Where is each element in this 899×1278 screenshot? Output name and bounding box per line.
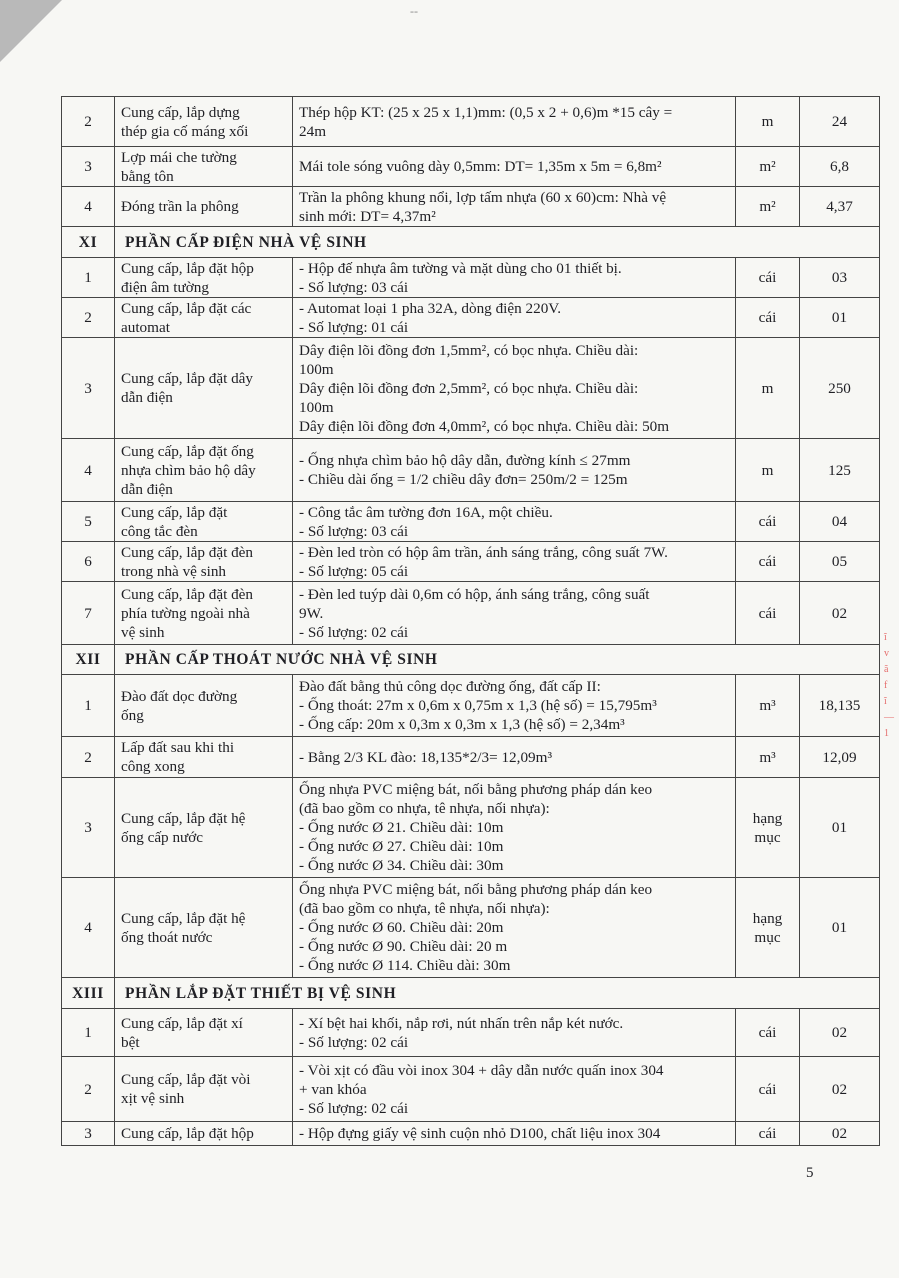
item-unit: cái [736, 542, 800, 582]
item-description [293, 338, 736, 439]
item-description-line: Mái tole sóng vuông dày 0,5mm: DT= 1,35m x 5m = 6,8m² [299, 158, 662, 175]
item-name-line: Lợp mái che tường [121, 148, 237, 166]
item-description-line: - Số lượng: 01 cái [299, 318, 409, 336]
table-row [62, 439, 880, 502]
item-description [293, 258, 736, 298]
item-quantity: 05 [800, 542, 880, 582]
item-unit: cái [736, 298, 800, 338]
item-quantity: 18,135 [800, 675, 880, 737]
item-description-line: sinh mới: DT= 4,37m² [299, 207, 436, 225]
item-description-line: (đã bao gồm co nhựa, tê nhựa, nối nhựa): [299, 900, 550, 917]
item-number: 3 [62, 1122, 115, 1146]
section-number: XIII [62, 978, 115, 1009]
item-description-line: - Chiều dài ống = 1/2 chiều dây đơn= 250m/2 = 125m [299, 471, 628, 488]
item-name-line: ống [121, 706, 144, 724]
item-name-line: Cung cấp, lắp đặt đèn [121, 543, 254, 561]
section-row [62, 978, 880, 1009]
item-name-line: Cung cấp, lắp đặt đèn [121, 585, 254, 603]
item-unit: m² [736, 147, 800, 187]
item-name-line: Cung cấp, lắp đặt vòi [121, 1071, 251, 1088]
item-name-line: Cung cấp, lắp đặt hộp [121, 259, 254, 277]
item-unit: m³ [736, 737, 800, 778]
item-quantity: 03 [800, 258, 880, 298]
section-title: PHẦN LẮP ĐẶT THIẾT BỊ VỆ SINH [115, 978, 880, 1009]
section-row [62, 645, 880, 675]
item-unit: hạng mục [736, 878, 800, 978]
item-name-line: Cung cấp, lắp dựng [121, 103, 240, 121]
table-row [62, 778, 880, 878]
item-name-line: vệ sinh [121, 623, 165, 641]
item-description-line: Ống nhựa PVC miệng bát, nối bằng phương pháp dán keo [299, 881, 653, 898]
item-description-line: Dây điện lõi đồng đơn 4,0mm², có bọc nhựa. Chiều dài: 50m [299, 417, 670, 435]
item-description-line: 100m [299, 398, 334, 416]
item-number: 2 [62, 1057, 115, 1122]
item-name-line: xịt vệ sinh [121, 1090, 185, 1107]
item-name [115, 878, 293, 978]
table-row [62, 1009, 880, 1057]
item-name-line: dẫn điện [121, 389, 173, 406]
item-description-line: 9W. [299, 604, 324, 622]
item-name-line: Cung cấp, lắp đặt ống [121, 442, 254, 460]
item-unit: cái [736, 502, 800, 542]
table-row [62, 147, 880, 187]
table-row [62, 338, 880, 439]
item-name-line: dẫn điện [121, 480, 173, 498]
item-name [115, 338, 293, 439]
table-row [62, 1057, 880, 1122]
item-unit: m [736, 338, 800, 439]
item-name-line: công xong [121, 758, 185, 775]
item-name [115, 258, 293, 298]
item-description-line: - Ống nước Ø 34. Chiều dài: 30m [299, 857, 504, 874]
item-unit: m [736, 439, 800, 502]
item-description [293, 878, 736, 978]
item-name [115, 737, 293, 778]
item-name-line: trong nhà vệ sinh [121, 562, 227, 580]
item-name-line: Cung cấp, lắp đặt hệ [121, 909, 246, 927]
item-name-line: phía tường ngoài nhà [121, 604, 250, 622]
table-row [62, 737, 880, 778]
item-name-line: Cung cấp, lắp đặt hộp [121, 1125, 254, 1142]
item-number: 1 [62, 258, 115, 298]
item-description-line: - Xí bệt hai khối, nắp rơi, nút nhấn trên nắp két nước. [299, 1014, 624, 1032]
item-number: 1 [62, 675, 115, 737]
item-description [293, 778, 736, 878]
item-name-line: Cung cấp, lắp đặt hệ [121, 809, 246, 827]
item-description-line: - Bằng 2/3 KL đào: 18,135*2/3= 12,09m³ [299, 748, 553, 766]
item-unit: m³ [736, 675, 800, 737]
item-description-line: - Số lượng: 02 cái [299, 623, 409, 641]
item-unit: cái [736, 1057, 800, 1122]
item-quantity: 02 [800, 1122, 880, 1146]
table-row [62, 675, 880, 737]
item-name-line: ống thoát nước [121, 928, 213, 946]
item-description-line: 24m [299, 122, 327, 140]
table-body [62, 97, 880, 1146]
item-description-line: 100m [299, 360, 334, 378]
item-name-line: nhựa chìm bảo hộ dây [121, 461, 256, 479]
item-description-line: - Ống nước Ø 21. Chiều dài: 10m [299, 819, 504, 836]
item-number: 4 [62, 439, 115, 502]
item-name-line: công tắc đèn [121, 522, 198, 540]
item-description-line: - Ống nước Ø 60. Chiều dài: 20m [299, 919, 504, 936]
item-name-line: điện âm tường [121, 278, 209, 296]
item-unit: m [736, 97, 800, 147]
table-row [62, 542, 880, 582]
item-number: 1 [62, 1009, 115, 1057]
table-row [62, 187, 880, 227]
item-description-line: - Ống nước Ø 90. Chiều dài: 20 m [299, 938, 508, 955]
item-quantity: 6,8 [800, 147, 880, 187]
item-description [293, 1057, 736, 1122]
item-unit: cái [736, 1122, 800, 1146]
item-description-line: Đào đất bằng thủ công dọc đường ống, đất cấp II: [299, 678, 601, 695]
item-quantity: 12,09 [800, 737, 880, 778]
section-title: PHẦN CẤP THOÁT NƯỚC NHÀ VỆ SINH [115, 645, 880, 675]
item-number: 7 [62, 582, 115, 645]
item-description-line: (đã bao gồm co nhựa, tê nhựa, nối nhựa): [299, 800, 550, 817]
item-name-line: bệt [121, 1033, 140, 1051]
item-name-line: Đóng trần la phông [121, 198, 239, 215]
item-unit: cái [736, 1009, 800, 1057]
item-description-line: - Số lượng: 05 cái [299, 562, 409, 580]
item-description [293, 298, 736, 338]
section-number: XI [62, 227, 115, 258]
item-description-line: - Số lượng: 03 cái [299, 522, 409, 540]
item-name [115, 1122, 293, 1146]
table-row [62, 97, 880, 147]
item-description-line: - Số lượng: 02 cái [299, 1033, 409, 1051]
page-corner-fold [0, 0, 62, 62]
table-row [62, 502, 880, 542]
item-name-line: Cung cấp, lắp đặt [121, 503, 228, 521]
item-name-line: Lấp đất sau khi thi [121, 739, 235, 756]
item-description-line: Trần la phông khung nổi, lợp tấm nhựa (60 x 60)cm: Nhà vệ [299, 188, 667, 206]
item-quantity: 125 [800, 439, 880, 502]
item-unit: cái [736, 582, 800, 645]
item-description [293, 1122, 736, 1146]
item-name-line: Cung cấp, lắp đặt các [121, 299, 252, 317]
item-quantity: 01 [800, 878, 880, 978]
item-quantity: 02 [800, 1057, 880, 1122]
item-number: 4 [62, 878, 115, 978]
item-quantity: 02 [800, 1009, 880, 1057]
item-description-line: - Đèn led tròn có hộp âm trần, ánh sáng trắng, công suất 7W. [299, 543, 668, 561]
item-description-line: - Công tắc âm tường đơn 16A, một chiều. [299, 503, 553, 521]
item-description-line: - Ống nước Ø 114. Chiều dài: 30m [299, 957, 511, 974]
item-name [115, 298, 293, 338]
item-description-line: - Ống nước Ø 27. Chiều dài: 10m [299, 838, 504, 855]
table-row [62, 258, 880, 298]
item-name [115, 147, 293, 187]
item-description [293, 97, 736, 147]
item-name-line: automat [121, 318, 170, 336]
item-number: 5 [62, 502, 115, 542]
item-quantity: 02 [800, 582, 880, 645]
item-name [115, 675, 293, 737]
top-mark: -- [410, 4, 418, 18]
item-description-line: - Số lượng: 02 cái [299, 1099, 409, 1117]
item-name [115, 778, 293, 878]
item-number: 3 [62, 778, 115, 878]
item-unit: m² [736, 187, 800, 227]
item-name [115, 1057, 293, 1122]
item-number: 2 [62, 298, 115, 338]
item-description-line: - Automat loại 1 pha 32A, dòng điện 220V. [299, 299, 562, 317]
item-quantity: 01 [800, 298, 880, 338]
item-description-line: Thép hộp KT: (25 x 25 x 1,1)mm: (0,5 x 2 + 0,6)m *15 cây = [299, 103, 673, 121]
item-number: 4 [62, 187, 115, 227]
item-description-line: - Đèn led tuýp dài 0,6m có hộp, ánh sáng trắng, công suất [299, 585, 650, 603]
item-name-line: thép gia cố máng xối [121, 122, 249, 140]
estimate-table [61, 96, 880, 1146]
item-quantity: 04 [800, 502, 880, 542]
item-number: 3 [62, 338, 115, 439]
item-description [293, 147, 736, 187]
item-description [293, 737, 736, 778]
item-name-line: Cung cấp, lắp đặt dây [121, 370, 254, 387]
item-description [293, 502, 736, 542]
item-description-line: - Vòi xịt có đầu vòi inox 304 + dây dẫn nước quấn inox 304 [299, 1061, 664, 1079]
item-description-line: Ống nhựa PVC miệng bát, nối bằng phương pháp dán keo [299, 781, 653, 798]
item-description [293, 439, 736, 502]
item-name [115, 542, 293, 582]
item-description-line: - Ống nhựa chìm bảo hộ dây dẫn, đường kính ≤ 27mm [299, 452, 631, 469]
page-number: 5 [806, 1165, 814, 1181]
item-description-line: + van khóa [299, 1080, 367, 1098]
item-name [115, 502, 293, 542]
item-description-line: - Hộp đế nhựa âm tường và mặt dùng cho 01 thiết bị. [299, 259, 622, 277]
item-description [293, 542, 736, 582]
item-number: 2 [62, 737, 115, 778]
item-description-line: Dây điện lõi đồng đơn 2,5mm², có bọc nhựa. Chiều dài: [299, 379, 639, 397]
item-description [293, 187, 736, 227]
item-number: 6 [62, 542, 115, 582]
item-quantity: 24 [800, 97, 880, 147]
item-description-line: - Ống cấp: 20m x 0,3m x 0,3m x 1,3 (hệ số) = 2,34m³ [299, 716, 625, 733]
item-description-line: - Số lượng: 03 cái [299, 278, 409, 296]
item-quantity: 250 [800, 338, 880, 439]
item-name [115, 582, 293, 645]
item-name [115, 97, 293, 147]
item-description [293, 582, 736, 645]
item-description-line: Dây điện lõi đồng đơn 1,5mm², có bọc nhựa. Chiều dài: [299, 341, 639, 359]
item-quantity: 4,37 [800, 187, 880, 227]
section-title: PHẦN CẤP ĐIỆN NHÀ VỆ SINH [115, 227, 880, 258]
item-quantity: 01 [800, 778, 880, 878]
item-number: 2 [62, 97, 115, 147]
item-unit: cái [736, 258, 800, 298]
table-row [62, 298, 880, 338]
item-description-line: - Ống thoát: 27m x 0,6m x 0,75m x 1,3 (hệ số) = 15,795m³ [299, 697, 657, 714]
item-name [115, 187, 293, 227]
item-description [293, 675, 736, 737]
section-row [62, 227, 880, 258]
item-name-line: ống cấp nước [121, 828, 204, 846]
item-unit: hạng mục [736, 778, 800, 878]
red-stamp-edge: ĩ v ã f ĩ — 1 [884, 632, 894, 739]
table-row [62, 582, 880, 645]
section-number: XII [62, 645, 115, 675]
item-name [115, 1009, 293, 1057]
item-description-line: - Hộp đựng giấy vệ sinh cuộn nhỏ D100, chất liệu inox 304 [299, 1125, 661, 1142]
table-row [62, 878, 880, 978]
item-name-line: bằng tôn [121, 167, 174, 185]
item-name-line: Cung cấp, lắp đặt xí [121, 1014, 243, 1032]
table-row [62, 1122, 880, 1146]
item-description [293, 1009, 736, 1057]
item-name [115, 439, 293, 502]
item-number: 3 [62, 147, 115, 187]
item-name-line: Đào đất dọc đường [121, 687, 238, 705]
